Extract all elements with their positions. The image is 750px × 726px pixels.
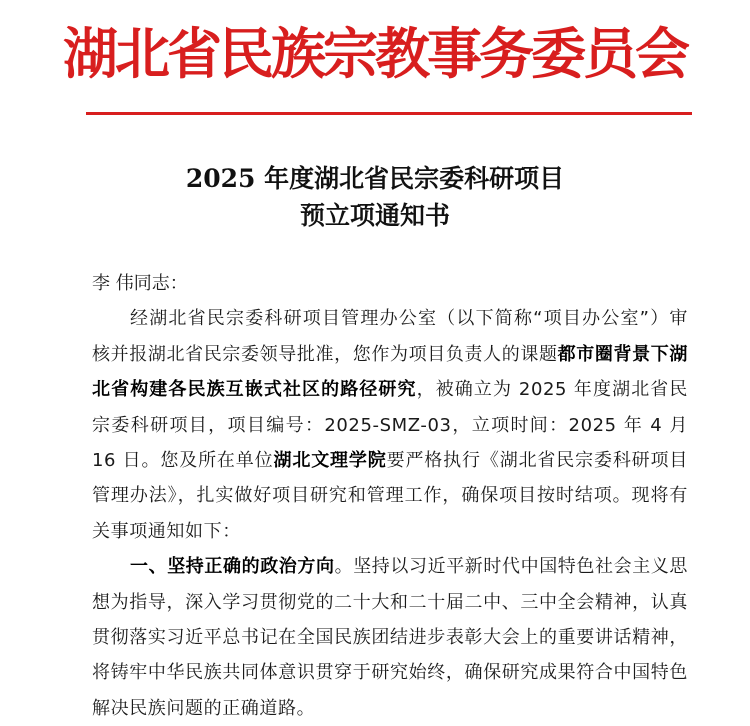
issuing-organization-header: 湖北省民族宗教事务委员会 xyxy=(62,21,687,86)
header-divider xyxy=(86,112,692,115)
salutation xyxy=(92,266,688,301)
section-heading-1: 一、坚持正确的政治方向 xyxy=(130,556,335,578)
project-title: 都市圈背景下湖北省构建各民族互嵌式社区的路径研究 xyxy=(92,343,688,401)
institution-name: 湖北文理学院 xyxy=(273,450,387,472)
document-title-line2: 预立项通知书 xyxy=(299,201,450,230)
paragraph-political-direction xyxy=(92,549,688,726)
paragraph1-text-b: ，被确立为 2025 年度湖北省民宗委科研项目，项目编号：2025-SMZ-03，立项时间：2025 年 4 月 16 日。您及所在单位 xyxy=(92,379,688,472)
document-title-line1: 2025 年度湖北省民宗委科研项目 xyxy=(185,164,565,193)
paragraph2-text: 。坚持以习近平新时代中国特色社会主义思想为指导，深入学习贯彻党的二十大和二十届二中、三中全会精神，认真贯彻落实习近平总书记在全国民族团结进步表彰大会上的重要讲话精神，将铸牢中华民族共同体意识贯穿于研究始终，确保研究成果符合中国特色解决民族问题的正确道路。 xyxy=(92,556,689,719)
letter-body xyxy=(92,266,688,726)
paragraph1-text-c: 要严格执行《湖北省民宗委科研项目管理办法》，扎实做好项目研究和管理工作，确保项目按时结项。现将有关事项通知如下： xyxy=(92,450,688,542)
salutation-suffix: 同志： xyxy=(133,273,188,294)
paragraph-approval xyxy=(92,301,688,549)
paragraph1-text-a: 经湖北省民宗委科研项目管理办公室（以下简称“项目办公室”）审核并报湖北省民宗委领导批准，您作为项目负责人的课题 xyxy=(92,308,688,365)
recipient-name: 李 伟 xyxy=(92,273,134,294)
